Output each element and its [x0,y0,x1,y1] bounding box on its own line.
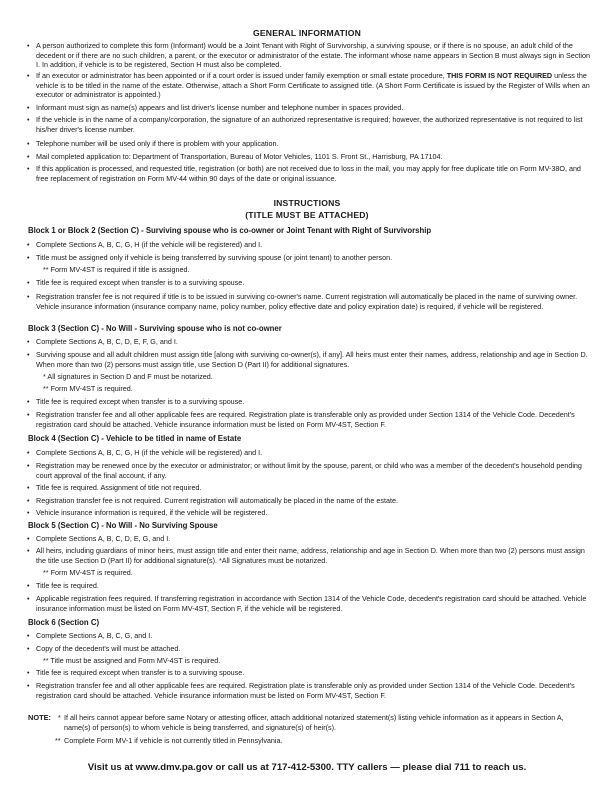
block-3-item: • Surviving spouse and all adult children must assign title [along with surviving co-owner(s), if any]. All heirs must enter their names, address, relationship and age in Section D. When more than two (2) persons must assign title, use Section D (Part II) for additional signatures. [27,350,588,369]
bullet-icon: • [27,292,30,301]
block-3-subnote: ** Form MV-4ST is required. [43,384,133,393]
block-1-2-item: • Complete Sections A, B, C, G, H (if the vehicle will be registered) and I. [27,240,263,249]
general-item-2: • If an executor or administrator has been appointed or if a court order is issued under family exemption or small estate procedure, THIS FORM IS NOT REQUIRED unless the vehicle is to be titled in the name of the estate. Otherwise, attach a Short Form Certificate to assigned title. (A Short Form Certificate is issued by the Register of Wills when an executor or administrator is appointed.) [27,71,590,100]
bullet-icon: • [27,397,30,406]
block-6-heading: Block 6 (Section C) [28,618,100,627]
bullet-icon: • [27,668,30,677]
block-1-2-subnote: ** Form MV-4ST is required if title is assigned. [43,265,190,274]
block-3-item: • Complete Sections A, B, C, D, E, F, G, and I. [27,337,178,346]
block-4-item: • Vehicle insurance information is required, if the vehicle will be registered. [27,508,268,517]
block-5-item: • Complete Sections A, B, C, D, E, G, and I. [27,534,171,543]
block-3-subnote: * All signatures in Section D and F must be notarized. [43,372,213,381]
general-item-3: • Informant must sign as name(s) appears and list driver's license number and telephone number in spaces provided. [27,103,404,112]
bullet-icon: • [27,253,30,262]
block-4-item: • Registration may be renewed once by the executor or administrator; or without limit by the spouse, parent, or child who was a member of the decedent's household pending court approval of the final account, if any. [27,461,582,480]
note-label: NOTE: [28,713,51,722]
bullet-icon: • [27,240,30,249]
block-5-subnote: ** Form MV-4ST is required. [43,568,133,577]
bullet-icon: • [27,681,30,690]
bullet-icon: • [27,410,30,419]
block-6-item: • Title fee is required except when transfer is to a surviving spouse. [27,668,245,677]
bullet-icon: • [27,644,30,653]
block-1-2-item: • Title must be assigned only if vehicle is being transferred by surviving spouse (or joint tenant) to another person. [27,253,393,262]
block-5-item: • Applicable registration fees required. If transferring registration in accordance with Section 1314 of the Vehicle Code, decedent's registration card should be attached. Vehicle insurance information must be listed on Form MV-4ST, Section F, if the vehicle will be registered. [27,594,587,613]
bullet-icon: • [27,483,30,492]
note-text-1: If all heirs cannot appear before same Notary or attesting officer, attach additional notarized statement(s) listing vehicle information as it appears in Section A, name(s) of person(s) to whom vehicle is being transferred, and signature(s) of heir(s). [64,713,564,732]
general-information-heading: GENERAL INFORMATION [252,28,362,38]
bullet-icon: • [27,41,30,50]
general-item-5: • Telephone number will be used only if there is problem with your application. [27,139,279,148]
block-5-heading: Block 5 (Section C) - No Will - No Surviving Spouse [28,521,218,530]
block-3-item: • Title fee is required except when transfer is to a surviving spouse. [27,397,245,406]
note-text-2: Complete Form MV-1 if vehicle is not currently titled in Pennsylvania. [64,736,283,745]
bullet-icon: • [27,581,30,590]
bullet-icon: • [27,546,30,555]
block-1-2-item: • Registration transfer fee is not required if title is to be issued in surviving co-owner's name. Current registration will automatically be placed in the name of surviving owner. Vehicle insurance information (insurance company name, policy number, policy effective date and policy expiration date) is required, if vehicle will be registered. [27,292,578,311]
block-4-item: • Registration transfer fee is not required. Current registration will automatically be placed in the name of the estate. [27,496,398,505]
bullet-icon: • [27,164,30,173]
block-6-item: • Copy of the decedent's will must be attached. [27,644,181,653]
block-1-2-item: • Title fee is required except when transfer is to a surviving spouse. [27,278,245,287]
general-item-7: • If this application is processed, and requested title, registration (or both) are not received due to loss in the mail, you may apply for free duplicate title on Form MV-38O, and free replacement of registration on Form MV-44 within 90 days of the date or original issuance. [27,164,581,183]
bullet-icon: • [27,103,30,112]
instructions-subheading: (TITLE MUST BE ATTACHED) [245,210,369,220]
bullet-icon: • [27,448,30,457]
block-6-item: • Complete Sections A, B, C, G, and I. [27,631,153,640]
bullet-icon: • [27,115,30,124]
block-4-item: • Title fee is required. Assignment of title not required. [27,483,202,492]
bullet-icon: • [27,594,30,603]
form-not-required-emphasis: THIS FORM IS NOT REQUIRED [446,71,553,80]
bullet-icon: • [27,71,30,80]
bullet-icon: • [27,152,30,161]
bullet-icon: • [27,461,30,470]
bullet-icon: • [27,139,30,148]
block-1-2-heading: Block 1 or Block 2 (Section C) - Surviving spouse who is co-owner or Joint Tenant with Right of Survivorship [28,226,432,235]
general-item-1: • A person authorized to complete this form (Informant) would be a Joint Tenant with Right of Survivorship, a surviving spouse, or if there is no spouse, an adult child of the decedent or if there are no such children, a parent, or the executor or administrator of the estate. The informant whose name appears in Section B must always sign in Section I. In addition, if vehicle is to be registered, Section H must also be completed. [27,41,591,70]
general-item-4: • If the vehicle is in the name of a company/corporation, the signature of an authorized representative is required; however, the authorized representative is not required to list his/her driver's license number. [27,115,583,134]
bullet-icon: • [27,508,30,517]
bullet-icon: • [27,496,30,505]
bullet-icon: • [27,631,30,640]
bullet-icon: • [27,534,30,543]
block-4-item: • Complete Sections A, B, C, G, H (if the vehicle will be registered) and I. [27,448,263,457]
block-5-item: • Title fee is required. [27,581,99,590]
instructions-heading: INSTRUCTIONS [273,198,341,208]
contact-footer: Visit us at www.dmv.pa.gov or call us at 717-412-5300. TTY callers — please dial 711 to reach us. [87,762,527,773]
bullet-icon: • [27,337,30,346]
block-3-item: • Registration transfer fee and all other applicable fees are required. Registration plate is transferable only as provided under Section 1314 of the Vehicle Code. Decedent's registration card should be attached. Vehicle insurance information must be listed on Form MV-4ST, Section F. [27,410,575,429]
note-asterisk: * [58,713,61,722]
block-3-heading: Block 3 (Section C) - No Will - Surviving spouse who is not co-owner [28,324,282,333]
bullet-icon: • [27,350,30,359]
note-double-asterisk: ** [55,736,61,745]
block-6-item: • Registration transfer fee and all other applicable fees are required. Registration plate is transferable only as provided under Section 1314 of the Vehicle Code. Decedent's registration card should be attached. Vehicle insurance information must be listed on Form MV-4ST, Section F. [27,681,575,700]
block-6-subnote: ** Title must be assigned and Form MV-4ST is required. [43,656,221,665]
bullet-icon: • [27,278,30,287]
block-5-item: • All heirs, including guardians of minor heirs, must assign title and enter their name, address, relationship and age in Section D. When more than two (2) persons must assign the title use Section D (Part II) for additional signature(s). *All Signatures must be notarized. [27,546,585,565]
general-item-6: • Mail completed application to: Department of Transportation, Bureau of Motor Vehicles, 1101 S. Front St., Harrisburg, PA 17104. [27,152,443,161]
block-4-heading: Block 4 (Section C) - Vehicle to be titled in name of Estate [28,434,242,443]
